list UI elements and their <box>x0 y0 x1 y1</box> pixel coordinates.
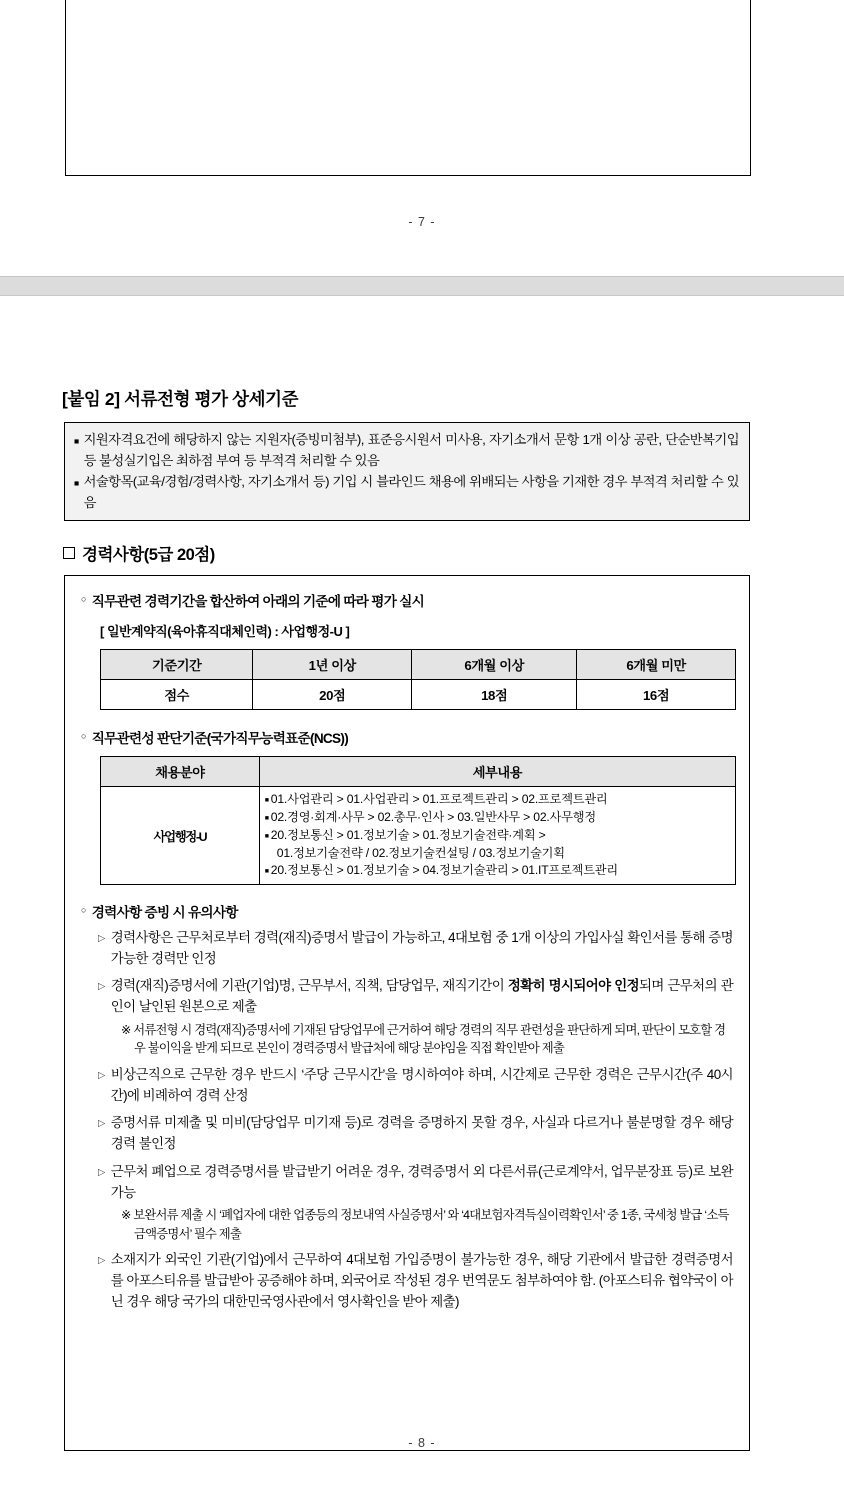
note-item <box>98 1162 733 1204</box>
page-separator <box>0 276 844 296</box>
page-7 <box>0 0 844 276</box>
ncs-detail-text: 01.사업관리 > 01.사업관리 > 01.프로젝트관리 > 02.프로젝트관리 <box>270 792 608 807</box>
subsection-heading-1-text: 직무관련 경력기간을 합산하여 아래의 기준에 따라 평가 실시 <box>91 594 425 610</box>
circle-bullet-icon: ○ <box>81 904 86 915</box>
header-cell: 기준기간 <box>101 650 253 680</box>
ncs-detail-line <box>265 827 730 845</box>
note-item <box>98 1250 733 1312</box>
ncs-detail-cell <box>259 787 735 884</box>
section-heading <box>63 541 754 565</box>
notice-item <box>74 472 739 513</box>
subsection-heading-1 <box>81 590 733 610</box>
table-row <box>101 680 736 710</box>
score-cell: 16점 <box>577 680 736 710</box>
header-cell: 6개월 이상 <box>412 650 577 680</box>
outline-square-icon <box>63 547 75 559</box>
section-heading-text: 경력사항(5급 20점) <box>82 546 215 565</box>
note-item <box>98 1065 733 1107</box>
note-item-text: 비상근직으로 근무한 경우 반드시 ‘주당 근무시간’을 명시하여야 하며, 시간제로 근무한 경력은 근무시간(주 40시간)에 비례하여 경력 산정 <box>110 1066 733 1103</box>
note-item <box>98 976 733 1018</box>
page-7-number: - 7 - <box>408 215 436 229</box>
subsection-heading-3 <box>81 901 733 921</box>
circle-bullet-icon: ○ <box>81 594 86 605</box>
square-bullet-icon: ■ <box>74 436 79 446</box>
square-bullet-icon: ■ <box>264 797 269 805</box>
note-item-text: 소재지가 외국인 기관(기업)에서 근무하여 4대보험 가입증명이 불가능한 경우, 해당 기관에서 발급한 경력증명서를 아포스티유를 발급받아 공증해야 하며, 외국어로 작성된 경우 번역문도 첨부하여야 함. (아포스티유 협약국이 아닌 경우 해당 국가의 대한민국영사관에서 영사확인을 받아 제출) <box>110 1252 733 1309</box>
notice-item-text: 지원자격요건에 해당하지 않는 지원자(증빙미첨부), 표준응시원서 미사용, 자기소개서 문항 1개 이상 공란, 단순반복기입 등 불성실기입은 최하점 부여 등 부적격 처리할 수 있음 <box>83 432 739 468</box>
table-header-row <box>101 650 736 680</box>
triangle-bullet-icon: ▷ <box>98 1118 105 1130</box>
triangle-bullet-icon: ▷ <box>98 981 105 993</box>
criteria-content-box <box>64 575 750 1451</box>
ncs-detail-text: 20.정보통신 > 01.정보기술 > 04.정보기술관리 > 01.IT프로젝트관리 <box>270 863 618 878</box>
ncs-detail-line <box>265 791 730 809</box>
page-7-empty-box <box>65 0 751 176</box>
note-item-text: 경력(재직)증명서에 기관(기업)명, 근무부서, 직책, 담당업무, 재직기간이 정확히 명시되어야 인정되며 근무처의 관인이 날인된 원본으로 제출 <box>110 978 733 1015</box>
note-footnote: ※ 서류전형 시 경력(재직)증명서에 기재된 담당업무에 근거하여 해당 경력의 직무 관련성을 판단하게 되며, 판단이 모호할 경우 불이익을 받게 되므로 본인이 경력증명서 발급처에 해당 분야임을 직접 확인받아 제출 <box>121 1022 726 1056</box>
note-item <box>98 928 733 970</box>
page-8 <box>0 296 844 1508</box>
notice-item-text: 서술항목(교육/경험/경력사항, 자기소개서 등) 기입 시 블라인드 채용에 위배되는 사항을 기재한 경우 부적격 처리할 수 있음 <box>83 474 739 510</box>
ncs-detail-text: 02.경영·회계·사무 > 02.총무·인사 > 03.일반사무 > 02.사무행정 <box>270 810 596 825</box>
note-item <box>98 1113 733 1155</box>
header-cell: 6개월 미만 <box>577 650 736 680</box>
triangle-bullet-icon: ▷ <box>98 1255 105 1267</box>
ncs-detail-line <box>265 862 730 880</box>
recruitment-field-cell: 사업행정-U <box>101 787 260 884</box>
contract-type-label: [ 일반계약직(육아휴직대체인력) : 사업행정-U ] <box>100 624 350 640</box>
ncs-detail-text: 20.정보통신 > 01.정보기술 > 01.정보기술전략·계획 > <box>270 827 546 842</box>
header-cell: 세부내용 <box>259 757 735 787</box>
square-bullet-icon: ■ <box>264 868 269 876</box>
header-cell: 1년 이상 <box>253 650 412 680</box>
subsection-heading-2-text: 직무관련성 판단기준(국가직무능력표준(NCS)) <box>91 731 349 747</box>
note-footnote: ※ 보완서류 제출 시 ‘폐업자에 대한 업종등의 정보내역 사실증명서’ 와 ‘4대보험자격득실이력확인서’ 중 1종, 국세청 발급 ‘소득금액증명서’ 필수 제출 <box>121 1208 729 1241</box>
triangle-bullet-icon: ▷ <box>98 1069 105 1081</box>
square-bullet-icon: ■ <box>264 815 269 823</box>
ncs-detail-continuation: 01.정보기술전략 / 02.정보기술컨설팅 / 03.정보기술기획 <box>276 845 565 860</box>
emphasis-text: 정확히 명시되어야 인정 <box>507 978 639 994</box>
header-cell: 채용분야 <box>101 757 260 787</box>
ncs-detail-line <box>265 809 730 827</box>
note-item-text: 증명서류 미제출 및 미비(담당업무 미기재 등)로 경력을 증명하지 못할 경우, 사실과 다르거나 불분명할 경우 해당 경력 불인정 <box>110 1115 733 1152</box>
row-label-cell: 점수 <box>101 680 253 710</box>
attachment-title: [붙임 2] 서류전형 평가 상세기준 <box>62 389 299 409</box>
notice-item <box>74 430 739 471</box>
note-item-text: 경력사항은 근무처로부터 경력(재직)증명서 발급이 가능하고, 4대보험 중 1개 이상의 가입사실 확인서를 통해 증명 가능한 경력만 인정 <box>110 929 733 966</box>
subsection-heading-3-text: 경력사항 증빙 시 유의사항 <box>91 904 238 920</box>
notice-box <box>64 422 750 521</box>
table-row <box>101 787 736 884</box>
square-bullet-icon: ■ <box>74 478 79 489</box>
ncs-classification-table <box>100 756 736 884</box>
subsection-heading-2 <box>81 727 733 747</box>
square-bullet-icon: ■ <box>264 832 269 840</box>
score-cell: 20점 <box>253 680 412 710</box>
triangle-bullet-icon: ▷ <box>98 932 105 944</box>
table-header-row <box>101 757 736 787</box>
circle-bullet-icon: ○ <box>81 731 86 742</box>
triangle-bullet-icon: ▷ <box>98 1166 105 1178</box>
score-cell: 18점 <box>412 680 577 710</box>
note-item-text: 근무처 폐업으로 경력증명서를 발급받기 어려운 경우, 경력증명서 외 다른서류(근로계약서, 업무분장표 등)로 보완 가능 <box>110 1163 733 1200</box>
page-8-number: - 8 - <box>408 1436 436 1450</box>
score-criteria-table <box>100 649 736 710</box>
